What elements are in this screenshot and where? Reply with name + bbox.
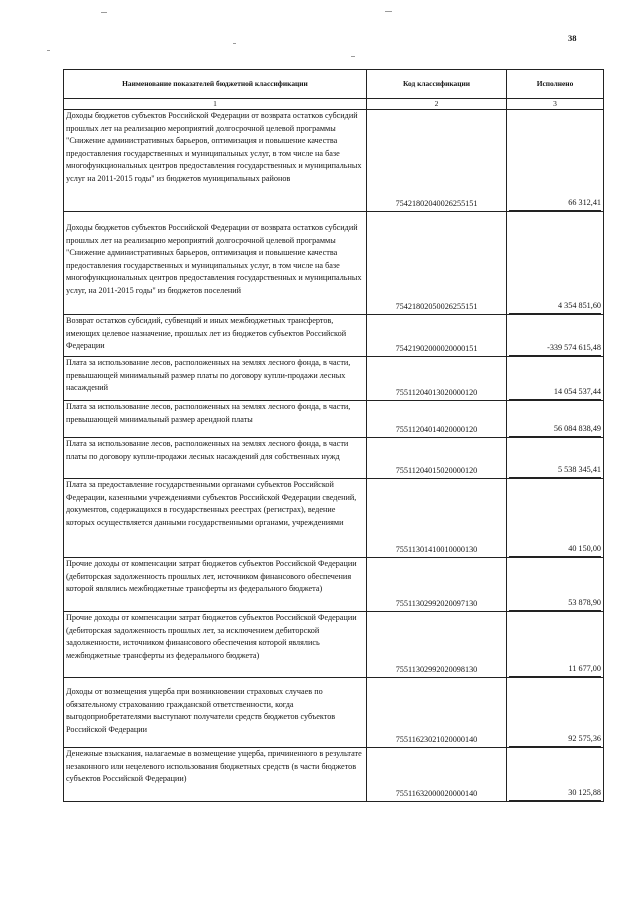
row-value: 4 354 851,60 [509,300,601,314]
row-code: 75511302992020097130 [367,558,507,612]
row-value: -339 574 615,48 [509,342,601,356]
row-code: 75511204015020000120 [367,438,507,479]
row-value: 53 878,90 [509,597,601,611]
row-name: Прочие доходы от компенсации затрат бюджетов субъектов Российской Федерации (дебиторская задолженность прошлых лет, источником финансового обеспечения которой являлись межбюджетные трансферты из федерального бюджета) [64,558,367,612]
header-code: Код классификации [367,70,507,99]
table-row [64,357,604,401]
row-value-cell [507,401,604,438]
row-name: Возврат остатков субсидий, субвенций и иных межбюджетных трансфертов, имеющих целевое назначение, прошлых лет из бюджетов субъектов Российской Федерации [64,315,367,357]
header-name: Наименование показателей бюджетной классификации [64,70,367,99]
row-code: 75421802050026255151 [367,212,507,315]
page-number: 38 [568,33,577,43]
row-code: 75511204013020000120 [367,357,507,401]
row-value-cell [507,479,604,558]
row-value-cell [507,110,604,212]
row-code: 75511632000020000140 [367,748,507,802]
row-value: 30 125,88 [509,787,601,801]
table-row [64,558,604,612]
row-value-cell [507,438,604,479]
table-row [64,479,604,558]
row-value-cell [507,612,604,678]
row-code: 75511302992020098130 [367,612,507,678]
row-value: 66 312,41 [509,197,601,211]
row-name: Плата за использование лесов, расположенных на землях лесного фонда, в части, превышающей минимальный размер платы по договору купли-продажи лесных насаждений [64,357,367,401]
row-name: Денежные взыскания, налагаемые в возмещение ущерба, причиненного в результате незаконного или нецелевого использования бюджетных средств (в части бюджетов субъектов Российской Федерации) [64,748,367,802]
column-number: 2 [367,99,507,110]
table-row [64,212,604,315]
row-name: Плата за использование лесов, расположенных на землях лесного фонда, в части, превышающей минимальный размер арендной платы [64,401,367,438]
row-name: Плата за использование лесов, расположенных на землях лесного фонда, в части платы по договору купли-продажи лесных насаждений для собственных нужд [64,438,367,479]
row-value: 92 575,36 [509,733,601,747]
column-number: 1 [64,99,367,110]
row-name: Прочие доходы от компенсации затрат бюджетов субъектов Российской Федерации (дебиторская задолженность прошлых лет, за исключением дебиторской задолженности, источником финансового обеспечения которой являлись межбюджетные трансферты из федерального бюджета) [64,612,367,678]
row-value-cell [507,212,604,315]
row-value: 14 054 537,44 [509,386,601,400]
row-code: 75511204014020000120 [367,401,507,438]
row-name: Доходы бюджетов субъектов Российской Федерации от возврата остатков субсидий прошлых лет на реализацию мероприятий долгосрочной целевой программы "Снижение административных барьеров, оптимизация и повышение качества предоставления государственных и муниципальных услуг, в том числе на базе многофункциональных центров предоставления государственных и муниципальных услуг на 2011-2015 годы" из бюджетов муниципальных районов [64,110,367,212]
budget-table [63,69,604,802]
column-number-row [64,99,604,110]
row-name: Плата за предоставление государственными органами субъектов Российской Федерации, казенными учреждениями субъектов Российской Федерации сведений, документов, содержащихся в государственных реестрах (регистрах), ведение которых осуществляется данными государственными органами, учреждениями [64,479,367,558]
table-row [64,110,604,212]
row-value-cell [507,315,604,357]
row-value: 56 084 838,49 [509,423,601,437]
row-name: Доходы от возмещения ущерба при возникновении страховых случаев по обязательному страхованию гражданской ответственности, когда выгодоприобретателями выступают получатели средств бюджетов субъектов Российской Федерации [64,678,367,748]
header-value: Исполнено [507,70,604,99]
row-value-cell [507,357,604,401]
row-value: 5 538 345,41 [509,464,601,478]
table-row [64,748,604,802]
table-row [64,678,604,748]
table-row [64,401,604,438]
column-number: 3 [507,99,604,110]
table-row [64,438,604,479]
row-value: 40 150,00 [509,543,601,557]
row-value-cell [507,558,604,612]
row-value: 11 677,00 [509,663,601,677]
row-value-cell [507,748,604,802]
row-code: 75421902000020000151 [367,315,507,357]
row-code: 75421802040026255151 [367,110,507,212]
header-row [64,70,604,99]
table-row [64,315,604,357]
row-value-cell [507,678,604,748]
row-name: Доходы бюджетов субъектов Российской Федерации от возврата остатков субсидий прошлых лет на реализацию мероприятий долгосрочной целевой программы "Снижение административных барьеров, оптимизация и повышение качества предоставления государственных и муниципальных услуг, в том числе на базе многофункциональных центров предоставления государственных и муниципальных услуг, на 2011-2015 годы" из бюджетов поселений [64,212,367,315]
row-code: 75511301410010000130 [367,479,507,558]
row-code: 75511623021020000140 [367,678,507,748]
table-row [64,612,604,678]
